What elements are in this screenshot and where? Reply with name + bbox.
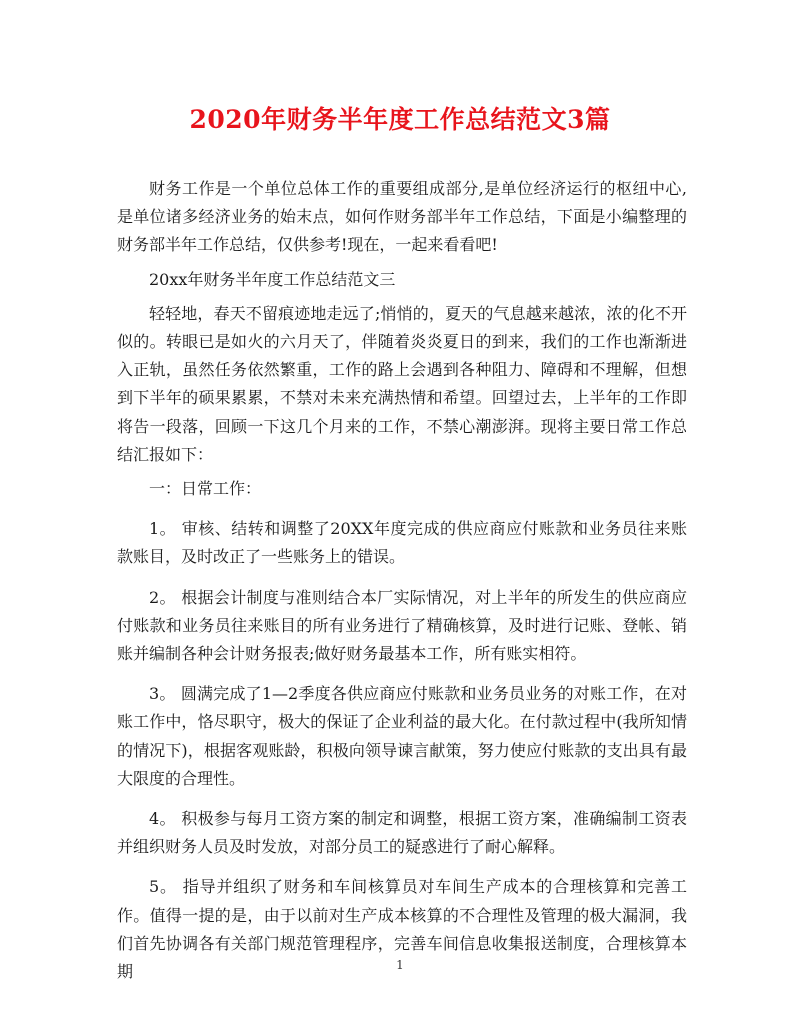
list-item: 4。 积极参与每月工资方案的制定和调整，根据工资方案，准确编制工资表并组织财务人员及时发放，对部分员工的疑惑进行了耐心解释。: [117, 809, 687, 857]
subsection-heading: 一：日常工作：: [149, 479, 262, 499]
document-body: [117, 175, 687, 986]
page-number: 1: [396, 958, 404, 972]
list-item: 3。 圆满完成了1—2季度各供应商应付账款和业务员业务的对账工作，在对账工作中，恪尽职守，极大的保证了企业利益的最大化。在付款过程中(我所知情的情况下)，根据客观账龄，积极向领导谏言献策，努力使应付账款的支出具有最大限度的合理性。: [117, 684, 687, 788]
list-item: 2。 根据会计制度与准则结合本厂实际情况，对上半年的所发生的供应商应付账款和业务员往来账目的所有业务进行了精确核算，及时进行记账、登帐、销账并编制各种会计财务报表;做好财务最基本工作，所有账实相符。: [117, 587, 687, 664]
intro-paragraph: 财务工作是一个单位总体工作的重要组成部分,是单位经济运行的枢纽中心,是单位诸多经济业务的始末点，如何作财务部半年工作总结，下面是小编整理的财务部半年工作总结，仅供参考!现在，一起来看看吧!: [117, 179, 687, 255]
body-paragraph: 轻轻地，春天不留痕迹地走远了;悄悄的，夏天的气息越来越浓，浓的化不开似的。转眼已是如火的六月天了，伴随着炎炎夏日的到来，我们的工作也渐渐进入正轨，虽然任务依然繁重，工作的路上会遇到各种阻力、障碍和不理解，但想到下半年的硕果累累，不禁对未来充满热情和希望。回望过去，上半年的工作即将告一段落，回顾一下这几个月来的工作，不禁心潮澎湃。现将主要日常工作总结汇报如下：: [117, 303, 687, 464]
section-heading: 20xx年财务半年度工作总结范文三: [149, 269, 396, 289]
list-item: 1。 审核、结转和调整了20XX年度完成的供应商应付账款和业务员往来账款账目，及时改正了一些账务上的错误。: [117, 519, 687, 567]
document-title: 2020年财务半年度工作总结范文3篇: [189, 105, 611, 134]
list-item: 5。 指导并组织了财务和车间核算员对车间生产成本的合理核算和完善工作。值得一提的是，由于以前对生产成本核算的不合理性及管理的极大漏洞，我们首先协调各有关部门规范管理程序，完善车间信息收集报送制度，合理核算本期: [117, 877, 687, 982]
